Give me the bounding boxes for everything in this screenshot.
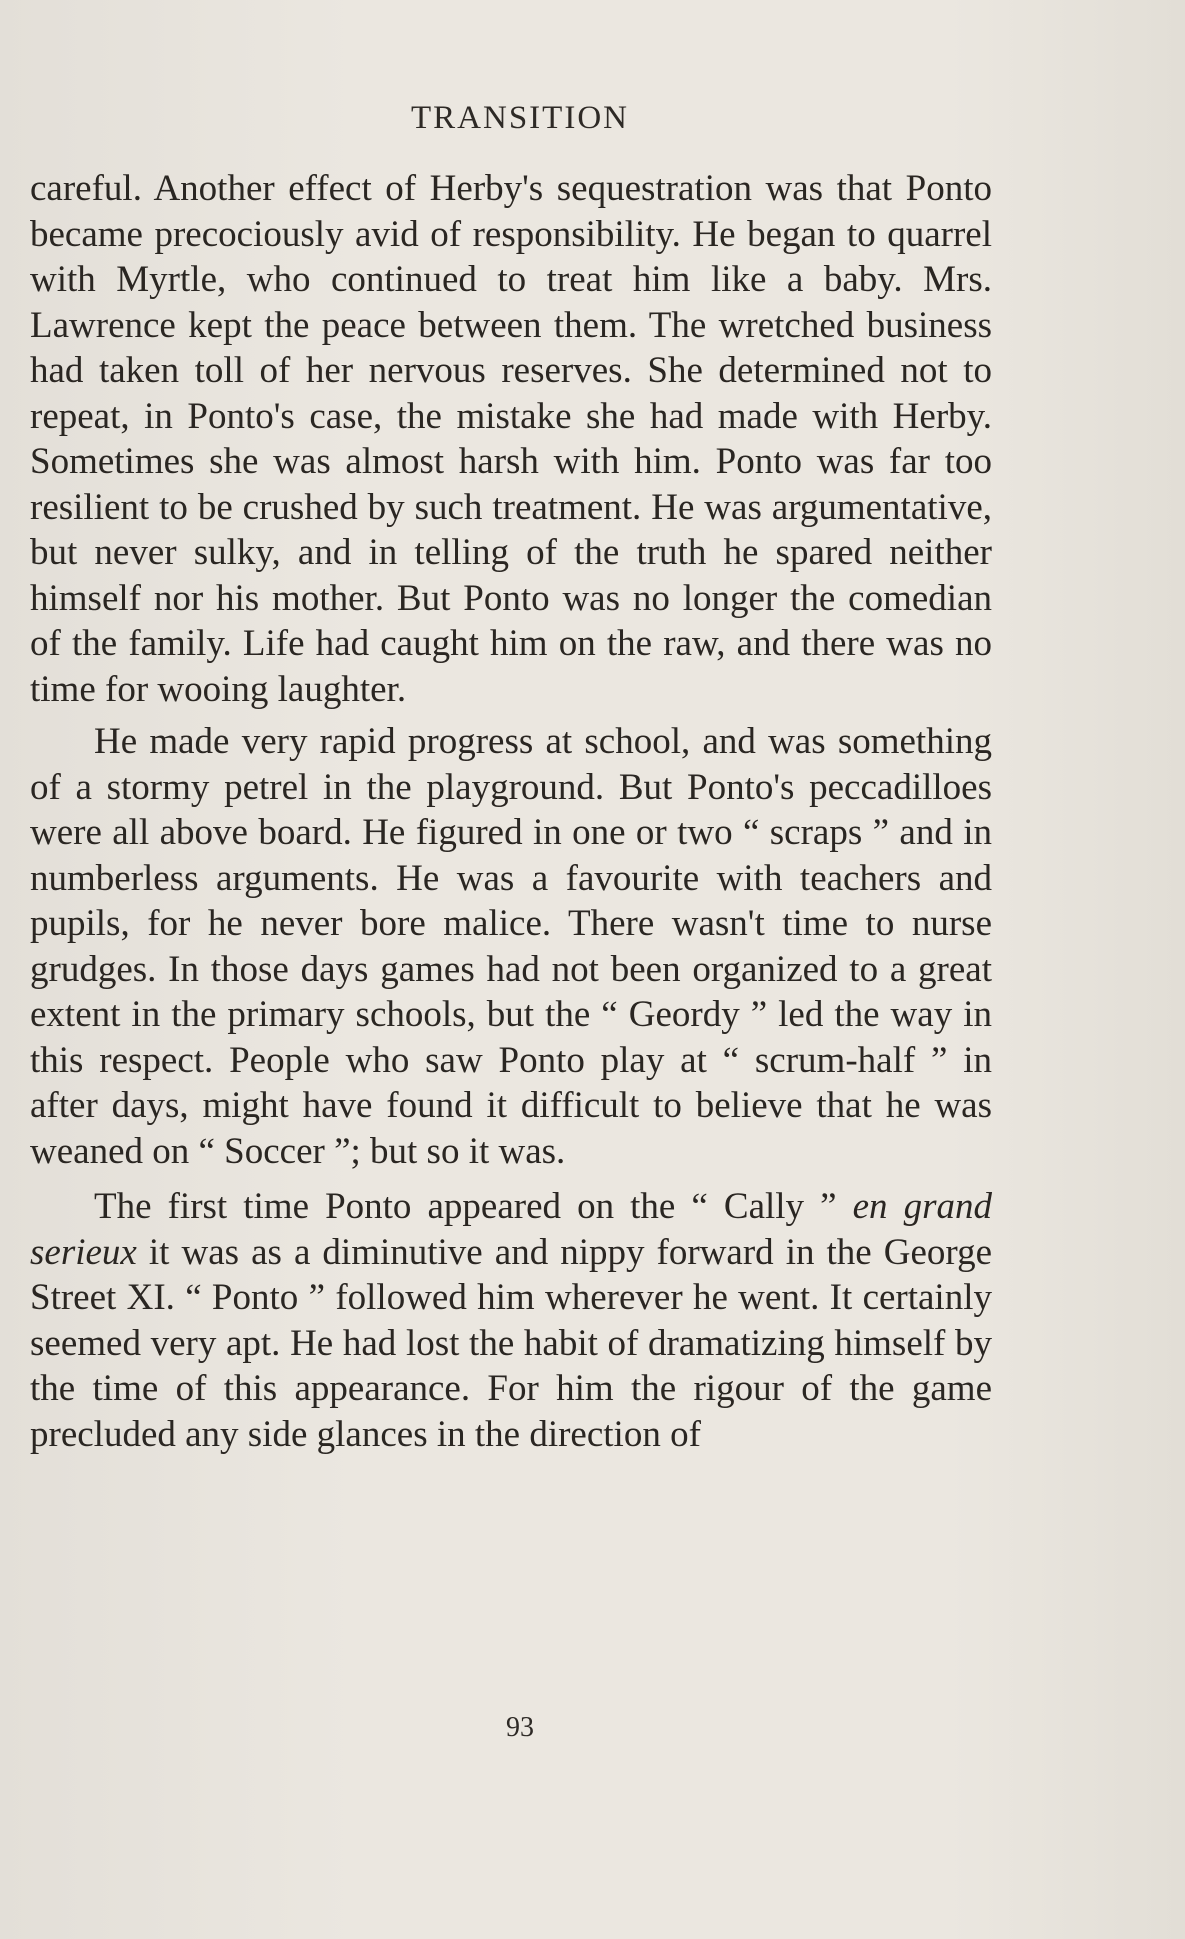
running-head: TRANSITION (411, 100, 629, 136)
paragraph-3 (30, 1184, 992, 1457)
italic-phrase: en grand serieux (30, 1186, 992, 1273)
paragraph-1: careful. Another effect of Herby's sequestration was that Ponto became precociously avid of responsibility. He began to quarrel with Myrtle, who continued to treat him like a baby. Mrs. Lawrence kept the peace between them. The wretched business had taken toll of her nervous reserves. She determined not to repeat, in Ponto's case, the mistake she had made with Herby. Sometimes she was almost harsh with him. Ponto was far too resilient to be crushed by such treatment. He was argumentative, but never sulky, and in telling of the truth he spared neither himself nor his mother. But Ponto was no longer the comedian of the family. Life had caught him on the raw, and there was no time for wooing laughter. (30, 168, 992, 710)
page-number: 93 (506, 1712, 534, 1743)
paragraph-2: He made very rapid progress at school, and was something of a stormy petrel in the playground. But Ponto's peccadilloes were all above board. He figured in one or two “ scraps ” and in numberless arguments. He was a favourite with teachers and pupils, for he never bore malice. There wasn't time to nurse grudges. In those days games had not been organized to a great extent in the primary schools, but the “ Geordy ” led the way in this respect. People who saw Ponto play at “ scrum-half ” in after days, might have found it difficult to believe that he was weaned on “ Soccer ”; but so it was. (30, 721, 992, 1172)
body-text (30, 166, 992, 1457)
paragraph-3-text-start: The first time Ponto appeared on the “ Cally ” (94, 1186, 853, 1227)
paragraph-3-text-end: it was as a diminutive and nippy forward in the George Street XI. “ Ponto ” followed him wherever he went. It certainly seemed very apt. He had lost the habit of dramatizing himself by the time of this appearance. For him the rigour of the game precluded any side glances in the direction of (30, 1231, 992, 1455)
